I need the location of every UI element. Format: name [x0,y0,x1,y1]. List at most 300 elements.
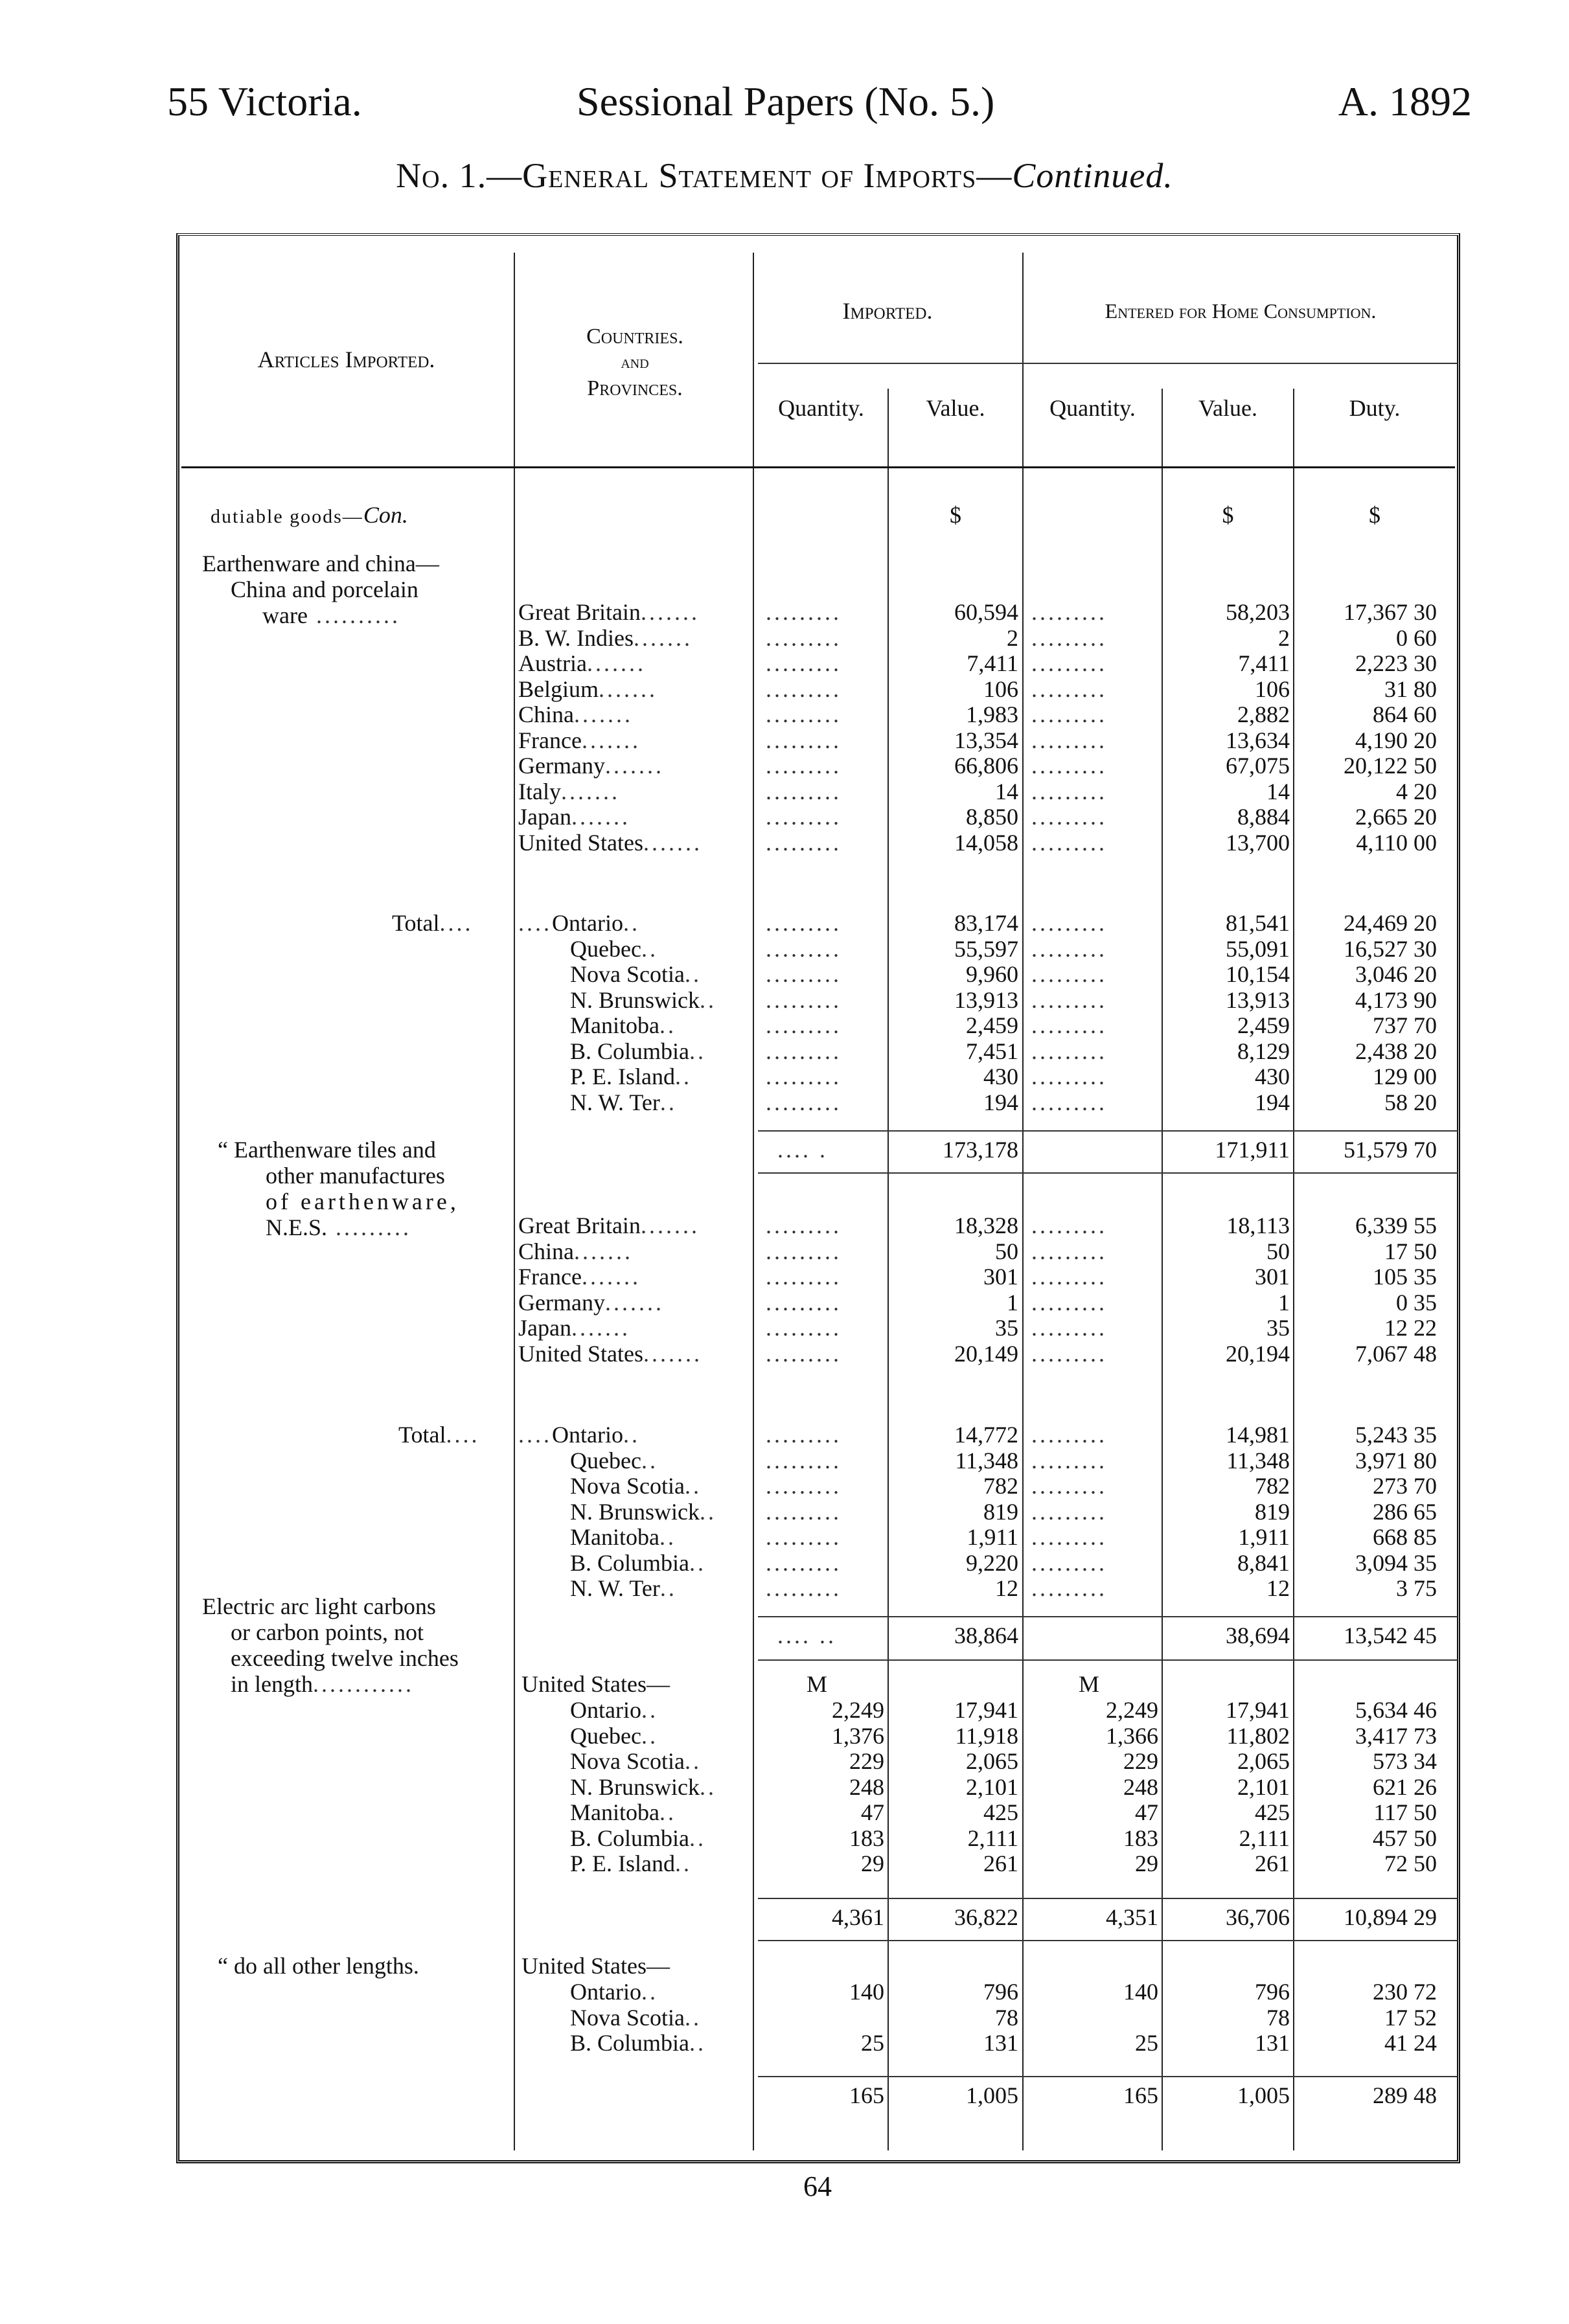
leader: ......... [766,830,842,856]
duty-cell-text: 16,527 30 [1344,936,1437,962]
duty-cell [1294,1524,1437,1550]
value-cell [889,1089,1018,1115]
duty-cell-text: 273 70 [1373,1473,1437,1499]
value-cell-text: 18,328 [954,1213,1018,1238]
total-rule [758,1940,1458,1941]
entered-value-cell-text: 18,113 [1226,1213,1290,1238]
entered-value-cell [1163,1524,1290,1550]
value-cell-text: 131 [983,2030,1018,2056]
entered-value-cell [1163,987,1290,1013]
total-quantity: 165 [849,2082,884,2108]
leader: ......... [1031,599,1107,625]
total-label: Total.... [398,1422,480,1448]
country-head: United States— [521,1671,670,1697]
entered-value-cell [1163,936,1290,962]
leader: .... .. [777,1623,836,1648]
total-label-text: Total [392,910,440,936]
leader: ......... [766,910,842,936]
unit-label: M [807,1671,828,1697]
quantity-cell-text: 140 [849,1979,884,2005]
leader: ......... [1031,1448,1107,1474]
leader: ......... [1031,1575,1107,1601]
value-cell [889,910,1018,936]
leader: ......... [766,727,842,753]
value-cell [889,1550,1018,1576]
value-cell-text: 2,101 [966,1774,1018,1800]
value-cell [889,1012,1018,1038]
duty-cell-text: 0 35 [1396,1290,1437,1316]
entered-quantity-cell-text: 29 [1135,1851,1158,1876]
entered-quantity-cell-text: 183 [1123,1825,1158,1851]
duty-cell [1294,1238,1437,1264]
country-name-text: France [518,727,582,753]
value-cell [889,1264,1018,1290]
country-name-text: B. Columbia [570,1038,690,1064]
duty-cell [1294,779,1437,804]
leader: ......... [766,1550,842,1576]
duty-cell-text: 3,094 35 [1355,1550,1437,1576]
value-cell-text: 2,065 [966,1748,1018,1774]
leader: ......... [1031,1264,1107,1290]
duty-cell-text: 2,438 20 [1355,1038,1437,1064]
country-name: P. E. Island.. [570,1064,692,1089]
duty-cell [1294,1064,1437,1089]
value-cell-text: 1,911 [967,1524,1018,1550]
country-name-text: Great Britain [518,1213,641,1238]
entered-value-cell [1163,910,1290,936]
country-name-text: N. W. Ter [570,1575,660,1601]
value-cell [889,701,1018,727]
entered-quantity-cell [1024,1799,1158,1825]
quantity-cell-text: 47 [861,1799,884,1825]
value-cell-text: 20,149 [954,1341,1018,1367]
value-cell-text: 7,451 [966,1038,1018,1064]
col-articles: Articles Imported. [257,347,435,372]
col-quantity-2: Quantity. [1049,395,1136,421]
duty-cell [1294,1499,1437,1525]
table-title-continued: Continued. [1012,156,1173,195]
quantity-cell [755,1799,884,1825]
duty-cell-text: 4,190 20 [1355,727,1437,753]
value-cell [889,1524,1018,1550]
duty-cell [1294,1089,1437,1115]
article-name-text: ware [262,602,308,628]
duty-cell [1294,1697,1437,1723]
value-cell-text: 425 [983,1799,1018,1825]
country-name: Germany....... [518,1290,664,1316]
entered-value-cell-text: 20,194 [1226,1341,1290,1367]
value-cell-text: 1 [1007,1290,1018,1316]
country-name-text: N. Brunswick [570,987,700,1013]
value-cell-text: 1,983 [966,701,1018,727]
value-cell [889,1851,1018,1876]
leader: ......... [1031,1473,1107,1499]
duty-cell-text: 105 35 [1373,1264,1437,1290]
quantity-cell-text: 248 [849,1774,884,1800]
entered-value-cell-text: 78 [1266,2005,1290,2031]
dollar-sign: $ [1369,502,1380,528]
value-cell-text: 2,459 [966,1012,1018,1038]
country-name-text: B. W. Indies [518,625,634,651]
country-name-text: France [518,1264,582,1290]
total-value: 36,822 [954,1904,1018,1930]
duty-cell-text: 621 26 [1373,1774,1437,1800]
value-cell-text: 301 [983,1264,1018,1290]
value-cell [889,1238,1018,1264]
country-name: N. W. Ter.. [570,1089,677,1115]
duty-cell-text: 668 85 [1373,1524,1437,1550]
entered-value-cell [1163,1825,1290,1851]
duty-cell [1294,1315,1437,1341]
value-cell-text: 12 [995,1575,1018,1601]
entered-value-cell-text: 2,111 [1239,1825,1290,1851]
entered-value-cell [1163,2030,1290,2056]
value-cell-text: 14 [995,779,1018,804]
country-name: B. Columbia.. [570,1550,707,1576]
entered-value-cell-text: 81,541 [1226,910,1290,936]
leader: ......... [766,961,842,987]
country-name: B. Columbia.. [570,1825,707,1851]
total-label-text: Total [398,1422,446,1448]
duty-cell-text: 573 34 [1373,1748,1437,1774]
entered-value-cell [1163,1448,1290,1474]
entered-value-cell-text: 17,941 [1226,1697,1290,1723]
country-name: United States....... [518,1341,702,1367]
duty-cell [1294,1290,1437,1316]
quantity-cell-text: 229 [849,1748,884,1774]
country-name-text: China [518,1238,574,1264]
country-name: P. E. Island.. [570,1851,692,1876]
country-name: Great Britain....... [518,599,700,625]
country-name-text: Germany [518,1290,605,1316]
value-cell [889,1697,1018,1723]
leader: ......... [766,650,842,676]
value-cell-text: 66,806 [954,753,1018,779]
leader: ......... [766,1038,842,1064]
total-duty: 13,542 45 [1344,1623,1437,1648]
total-rule [758,1172,1458,1174]
value-cell [889,1723,1018,1749]
duty-cell-text: 230 72 [1373,1979,1437,2005]
entered-value-cell [1163,1473,1290,1499]
col-value: Value. [926,395,985,421]
duty-cell [1294,753,1437,779]
duty-cell [1294,1799,1437,1825]
total-rule [758,1898,1458,1899]
entered-value-cell-text: 10,154 [1226,961,1290,987]
leader: ......... [766,599,842,625]
duty-cell-text: 20,122 50 [1344,753,1437,779]
entered-value-cell [1163,1038,1290,1064]
quantity-cell [755,1774,884,1800]
entered-value-cell [1163,1064,1290,1089]
entered-value-cell-text: 8,841 [1237,1550,1290,1576]
duty-cell-text: 117 50 [1373,1799,1437,1825]
value-cell-text: 55,597 [954,936,1018,962]
leader: ......... [766,1422,842,1448]
quantity-cell [755,1748,884,1774]
duty-cell [1294,727,1437,753]
entered-value-cell-text: 12 [1266,1575,1290,1601]
duty-cell-text: 41 24 [1384,2030,1437,2056]
country-name-text: B. Columbia [570,1825,690,1851]
leader: ......... [766,753,842,779]
leader: ......... [766,1264,842,1290]
value-cell-text: 9,220 [966,1550,1018,1576]
country-name-text: P. E. Island [570,1064,675,1089]
country-name-text: Nova Scotia [570,1473,685,1499]
article-name: in length............ [231,1671,414,1697]
value-cell-text: 13,354 [954,727,1018,753]
entered-value-cell-text: 11,802 [1226,1723,1290,1749]
country-name: N. Brunswick.. [570,1499,716,1525]
quantity-cell [755,1979,884,2005]
entered-value-cell [1163,804,1290,830]
country-name-text: N. W. Ter [570,1089,660,1115]
duty-cell-text: 6,339 55 [1355,1213,1437,1238]
entered-value-cell-text: 301 [1255,1264,1290,1290]
entered-value-cell [1163,1264,1290,1290]
country-name-text: Quebec [570,1448,641,1474]
country-name-text: Nova Scotia [570,961,685,987]
country-name-text: Ontario [570,1697,641,1723]
entered-value-cell [1163,1979,1290,2005]
value-cell [889,1499,1018,1525]
duty-cell-text: 58 20 [1384,1089,1437,1115]
duty-cell [1294,1774,1437,1800]
total-rule [758,1659,1458,1661]
value-cell [889,650,1018,676]
duty-cell [1294,1851,1437,1876]
entered-value-cell-text: 2,101 [1237,1774,1290,1800]
leader: ......... [1031,1499,1107,1525]
duty-cell [1294,1979,1437,2005]
country-name: Nova Scotia.. [570,1748,702,1774]
value-cell [889,1575,1018,1601]
value-cell [889,1038,1018,1064]
country-name: ....Ontario.. [518,1422,640,1448]
duty-cell-text: 737 70 [1373,1012,1437,1038]
duty-cell [1294,830,1437,856]
country-name-text: United States [518,1341,643,1367]
quantity-cell-text: 2,249 [832,1697,884,1723]
entered-value-cell-text: 55,091 [1226,936,1290,962]
entered-value-cell [1163,779,1290,804]
value-cell-text: 50 [995,1238,1018,1264]
leader: ......... [766,1290,842,1316]
country-name: ....Ontario.. [518,910,640,936]
value-cell-text: 261 [983,1851,1018,1876]
entered-value-cell-text: 67,075 [1226,753,1290,779]
entered-value-cell [1163,1774,1290,1800]
duty-cell-text: 4 20 [1396,779,1437,804]
entered-value-cell [1163,1315,1290,1341]
leader: ......... [1031,1089,1107,1115]
value-cell [889,1422,1018,1448]
entered-value-cell [1163,650,1290,676]
article-name: other manufactures [266,1163,445,1189]
country-name-text: Japan [518,1315,571,1341]
leader: ......... [1031,1524,1107,1550]
entered-quantity-cell [1024,1697,1158,1723]
entered-value-cell [1163,1089,1290,1115]
col-countries: Countries. [586,325,683,348]
leader: ......... [1031,830,1107,856]
value-cell [889,830,1018,856]
dollar-sign: $ [1222,502,1234,528]
total-entered-value: 36,706 [1226,1904,1290,1930]
value-cell [889,1473,1018,1499]
country-name: B. Columbia.. [570,2030,707,2056]
country-name-text: Manitoba [570,1524,659,1550]
value-cell [889,625,1018,651]
duty-cell [1294,804,1437,830]
value-cell [889,1825,1018,1851]
entered-value-cell-text: 2,882 [1237,701,1290,727]
leader: ......... [1031,753,1107,779]
leader: ......... [1031,727,1107,753]
value-cell [889,1979,1018,2005]
country-name: Nova Scotia.. [570,2005,702,2031]
country-name: Japan....... [518,1315,630,1341]
country-name: Quebec.. [570,1723,658,1749]
value-cell [889,1774,1018,1800]
country-name: Italy....... [518,779,620,804]
duty-cell [1294,625,1437,651]
total-entered-quantity: 4,351 [1106,1904,1158,1930]
total-rule [758,1616,1458,1617]
entered-value-cell-text: 261 [1255,1851,1290,1876]
value-cell [889,961,1018,987]
leader: ......... [766,1213,842,1238]
country-name: Manitoba.. [570,1012,676,1038]
duty-cell [1294,1264,1437,1290]
duty-cell-text: 4,173 90 [1355,987,1437,1013]
leader: ......... [1031,987,1107,1013]
country-name-text: Quebec [570,936,641,962]
quantity-cell-text: 1,376 [832,1723,884,1749]
quantity-cell [755,2030,884,2056]
entered-value-cell-text: 2 [1278,625,1290,651]
duty-cell-text: 7,067 48 [1355,1341,1437,1367]
total-value: 173,178 [943,1137,1018,1163]
duty-cell-text: 2,665 20 [1355,804,1437,830]
entered-quantity-cell [1024,1748,1158,1774]
duty-cell-text: 5,243 35 [1355,1422,1437,1448]
entered-value-cell [1163,2005,1290,2031]
leader: ......... [1031,1012,1107,1038]
entered-value-cell [1163,625,1290,651]
country-name: China....... [518,701,633,727]
entered-quantity-cell-text: 2,249 [1106,1697,1158,1723]
entered-quantity-cell-text: 229 [1123,1748,1158,1774]
value-cell-text: 35 [995,1315,1018,1341]
total-entered-value: 38,694 [1226,1623,1290,1648]
entered-quantity-cell [1024,2030,1158,2056]
entered-value-cell [1163,1499,1290,1525]
section-label [211,502,408,530]
leader: ......... [766,1064,842,1089]
value-cell-text: 83,174 [954,910,1018,936]
entered-value-cell [1163,961,1290,987]
entered-value-cell-text: 8,129 [1237,1038,1290,1064]
country-name-text: Japan [518,804,571,830]
leader: ......... [1031,1064,1107,1089]
country-name: France....... [518,727,641,753]
country-name: Quebec.. [570,936,658,962]
article-name-text: in length [231,1671,313,1697]
country-name: Austria....... [518,650,646,676]
leader: ......... [766,1315,842,1341]
country-name-text: N. Brunswick [570,1774,700,1800]
duty-cell [1294,701,1437,727]
duty-cell-text: 72 50 [1384,1851,1437,1876]
value-cell-text: 2 [1007,625,1018,651]
leader: ......... [1031,936,1107,962]
value-cell [889,1315,1018,1341]
leader: ......... [1031,1238,1107,1264]
entered-value-cell-text: 13,634 [1226,727,1290,753]
duty-cell [1294,1748,1437,1774]
entered-value-cell [1163,1851,1290,1876]
entered-quantity-cell [1024,1723,1158,1749]
entered-value-cell [1163,1748,1290,1774]
total-duty: 10,894 29 [1344,1904,1437,1930]
article-name-text: N.E.S. [266,1214,328,1240]
leader: ......... [1031,625,1107,651]
total-duty: 289 48 [1373,2082,1437,2108]
entered-quantity-cell [1024,1851,1158,1876]
dollar-sign: $ [950,502,961,528]
value-cell-text: 14,058 [954,830,1018,856]
country-name: Ontario.. [570,1697,658,1723]
leader: ......... [766,701,842,727]
entered-value-cell [1163,1697,1290,1723]
country-name: B. W. Indies....... [518,625,693,651]
duty-cell-text: 3,417 73 [1355,1723,1437,1749]
table-title-main: No. 1.—General Statement of Imports— [396,156,1013,195]
value-cell-text: 60,594 [954,599,1018,625]
quantity-cell-text: 29 [861,1851,884,1876]
value-cell-text: 796 [983,1979,1018,2005]
duty-cell-text: 17,367 30 [1344,599,1437,625]
duty-cell-text: 3,971 80 [1355,1448,1437,1474]
quantity-cell-text: 25 [861,2030,884,2056]
header-left: 55 Victoria. [167,78,362,124]
quantity-cell-text: 183 [849,1825,884,1851]
value-cell-text: 7,411 [967,650,1018,676]
leader: ......... [766,1448,842,1474]
value-cell [889,2005,1018,2031]
entered-value-cell-text: 131 [1255,2030,1290,2056]
country-name-text: Great Britain [518,599,641,625]
value-cell-text: 194 [983,1089,1018,1115]
duty-cell [1294,1473,1437,1499]
value-cell-text: 8,850 [966,804,1018,830]
total-quantity: 4,361 [832,1904,884,1930]
country-name-text: B. Columbia [570,1550,690,1576]
country-name: Japan....... [518,804,630,830]
entered-value-cell-text: 2,459 [1237,1012,1290,1038]
value-cell-text: 11,348 [955,1448,1018,1474]
col-provinces: Provinces. [587,376,683,400]
duty-cell-text: 3 75 [1396,1575,1437,1601]
country-name-text: Ontario [552,1422,623,1448]
quantity-cell [755,1825,884,1851]
article-name: Earthenware and china— [202,551,439,576]
entered-value-cell-text: 35 [1266,1315,1290,1341]
duty-cell [1294,676,1437,702]
